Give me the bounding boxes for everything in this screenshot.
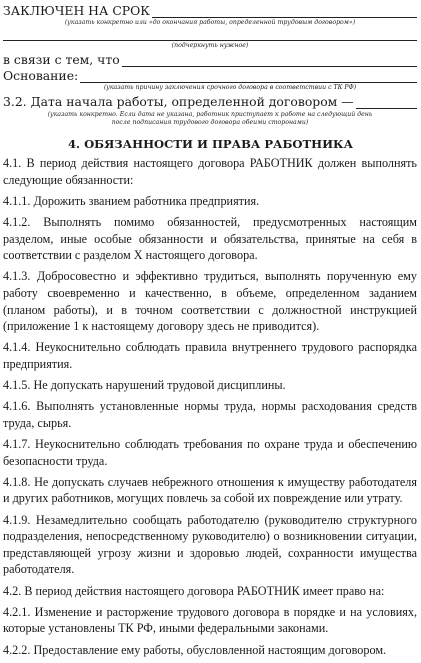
basis-hint: (указать причину заключения срочного договора в соответствии с ТК РФ) xyxy=(103,84,357,91)
paragraph-4-2: 4.2. В период действия настоящего договора РАБОТНИК имеет право на: xyxy=(3,583,385,598)
basis-label: Основание: xyxy=(3,68,79,83)
start-date-hint-1: (указать конкретно. Если дата не указана, работник приступает к работе на следующий день xyxy=(47,111,373,118)
paragraph-4-2-2: 4.2.2. Предоставление ему работы, обусловленной настоящим договором. xyxy=(3,642,387,657)
section-heading: 4. ОБЯЗАННОСТИ И ПРАВА РАБОТНИКА xyxy=(67,137,354,151)
reason-label: в связи с тем, что xyxy=(3,52,120,67)
reason-row xyxy=(3,53,417,67)
underline-hint: (подчеркнуть нужное) xyxy=(171,42,249,49)
paragraph-4-2-1: 4.2.1. Изменение и расторжение трудового договора в порядке и на условиях, которые установлены ТК РФ, иными федеральными законами. xyxy=(3,604,417,636)
paragraph-4-1-6: 4.1.6. Выполнять установленные нормы труда, нормы расходования средств труда, сырья. xyxy=(3,399,417,430)
reason-blank xyxy=(122,55,417,67)
start-date-row xyxy=(3,95,417,109)
term-blank xyxy=(152,6,417,18)
start-date-label: 3.2. Дата начала работы, определенной договором — xyxy=(3,94,354,109)
paragraph-4-1-4: 4.1.4. Неукоснительно соблюдать правила внутреннего трудового распорядка предприятия. xyxy=(3,340,417,371)
start-date-hint-2: после подписания трудового договора обеими сторонами) xyxy=(111,119,309,126)
term-hint: (указать конкретно или «до окончания работы, определенной трудовым договором») xyxy=(64,19,356,26)
start-date-blank xyxy=(356,97,417,109)
paragraph-4-1-2: 4.1.2. Выполнять помимо обязанностей, предусмотренных настоящим разделом, иные особые обязанности и обязательства, принятые на себя в соответствии с разделом Х настоящего договора. xyxy=(3,214,417,263)
paragraph-4-1-7: 4.1.7. Неукоснительно соблюдать требования по охране труда и обеспечению безопасности труда. xyxy=(3,437,417,468)
term-label: ЗАКЛЮЧЕН НА СРОК xyxy=(3,3,150,18)
paragraph-4-1-9: 4.1.9. Незамедлительно сообщать работодателю (руководителю структурного подразделения, непосредственному руководителю) о возникновении ситуации, представляющей угрозу жизни и здоровью людей, сохранности имущества работодателя. xyxy=(3,512,417,577)
paragraph-4-1-5: 4.1.5. Не допускать нарушений трудовой дисциплины. xyxy=(3,378,286,393)
term-row xyxy=(3,4,417,18)
paragraph-4-1-3: 4.1.3. Добросовестно и эффективно трудиться, выполнять порученную ему работу своевременно и качественно, в объеме, определенном заданием (планом работы), и в точном соответствии с должностной инструкцией (приложение 1 к настоящему договору здесь не приводится). xyxy=(3,269,417,334)
document-body xyxy=(3,155,417,663)
basis-blank xyxy=(80,71,417,83)
paragraph-4-1: 4.1. В период действия настоящего договора РАБОТНИК должен выполнять следующие обязанности: xyxy=(3,156,417,187)
paragraph-4-1-1: 4.1.1. Дорожить званием работника предприятия. xyxy=(3,193,260,208)
basis-row xyxy=(3,69,417,83)
paragraph-4-1-8: 4.1.8. Не допускать случаев небрежного отношения к имуществу работодателя и других работников, могущих повлечь за собой их повреждение или утрату. xyxy=(3,474,417,506)
blank-line-1 xyxy=(3,30,417,41)
